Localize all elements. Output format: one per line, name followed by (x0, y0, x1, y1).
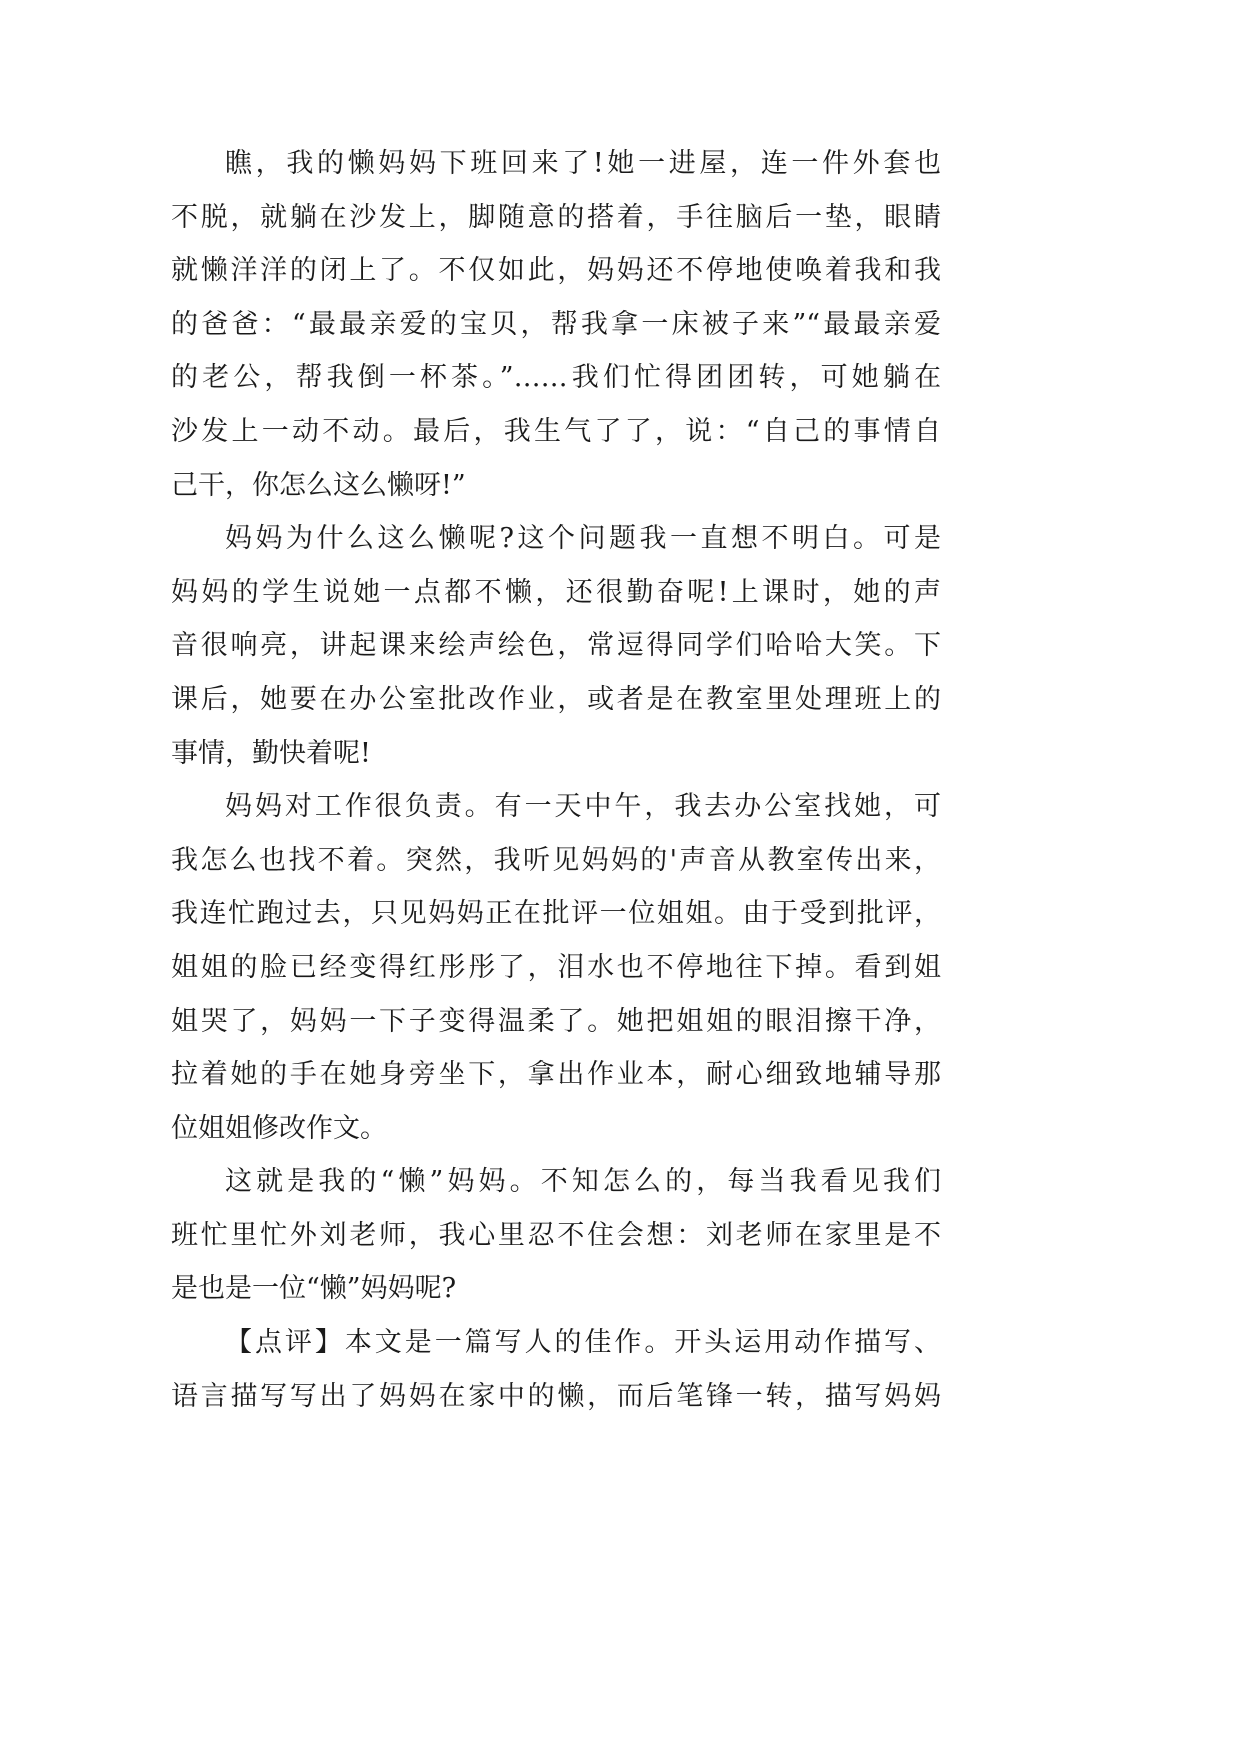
paragraph-5-commentary (171, 1316, 941, 1423)
text-line: 我怎么也找不着。突然，我听见妈妈的'声音从教室传出来， (171, 844, 941, 876)
text-line: 瞧，我的懒妈妈下班回来了!她一进屋，连一件外套也 (225, 148, 941, 179)
text-line: 就懒洋洋的闭上了。不仅如此，妈妈还不停地使唤着我和我 (171, 255, 941, 287)
text-line: 位姐姐修改作文。 (171, 1112, 387, 1144)
text-line: 【点评】本文是一篇写人的佳作。开头运用动作描写、 (225, 1327, 941, 1359)
paragraph-3 (171, 780, 941, 1155)
text-line: 己干，你怎么这么懒呀!” (171, 469, 466, 501)
text-line: 的老公，帮我倒一杯茶。”……我们忙得团团转，可她躺在 (171, 362, 941, 394)
text-line: 音很响亮，讲起课来绘声绘色，常逗得同学们哈哈大笑。下 (171, 630, 941, 662)
text-line: 事情，勤快着呢! (171, 737, 371, 769)
text-line: 语言描写写出了妈妈在家中的懒，而后笔锋一转，描写妈妈 (171, 1380, 941, 1412)
text-line: 我连忙跑过去，只见妈妈正在批评一位姐姐。由于受到批评， (171, 898, 941, 930)
text-line: 的爸爸：“最最亲爱的宝贝，帮我拿一床被子来”“最最亲爱 (171, 308, 941, 340)
paragraph-1 (171, 137, 941, 512)
text-line: 姐哭了，妈妈一下子变得温柔了。她把姐姐的眼泪擦干净， (171, 1005, 941, 1037)
text-line: 拉着她的手在她身旁坐下，拿出作业本，耐心细致地辅导那 (171, 1059, 941, 1091)
text-line: 是也是一位“懒”妈妈呢? (171, 1273, 457, 1305)
text-line: 沙发上一动不动。最后，我生气了了，说：“自己的事情自 (171, 415, 941, 447)
text-line: 不脱，就躺在沙发上，脚随意的搭着，手往脑后一垫，眼睛 (171, 201, 941, 233)
text-line: 妈妈的学生说她一点都不懒，还很勤奋呢!上课时，她的声 (171, 576, 941, 608)
text-line: 课后，她要在办公室批改作业，或者是在教室里处理班上的 (171, 683, 941, 715)
paragraph-2 (171, 512, 941, 780)
text-line: 妈妈对工作很负责。有一天中午，我去办公室找她，可 (225, 791, 941, 823)
text-line: 这就是我的“懒”妈妈。不知怎么的，每当我看见我们 (225, 1166, 941, 1198)
paragraph-4 (171, 1155, 941, 1316)
text-line: 妈妈为什么这么懒呢?这个问题我一直想不明白。可是 (225, 523, 941, 555)
text-line: 班忙里忙外刘老师，我心里忍不住会想：刘老师在家里是不 (171, 1219, 941, 1251)
text-line: 姐姐的脸已经变得红彤彤了，泪水也不停地往下掉。看到姐 (171, 951, 941, 983)
document-page (171, 137, 941, 1423)
